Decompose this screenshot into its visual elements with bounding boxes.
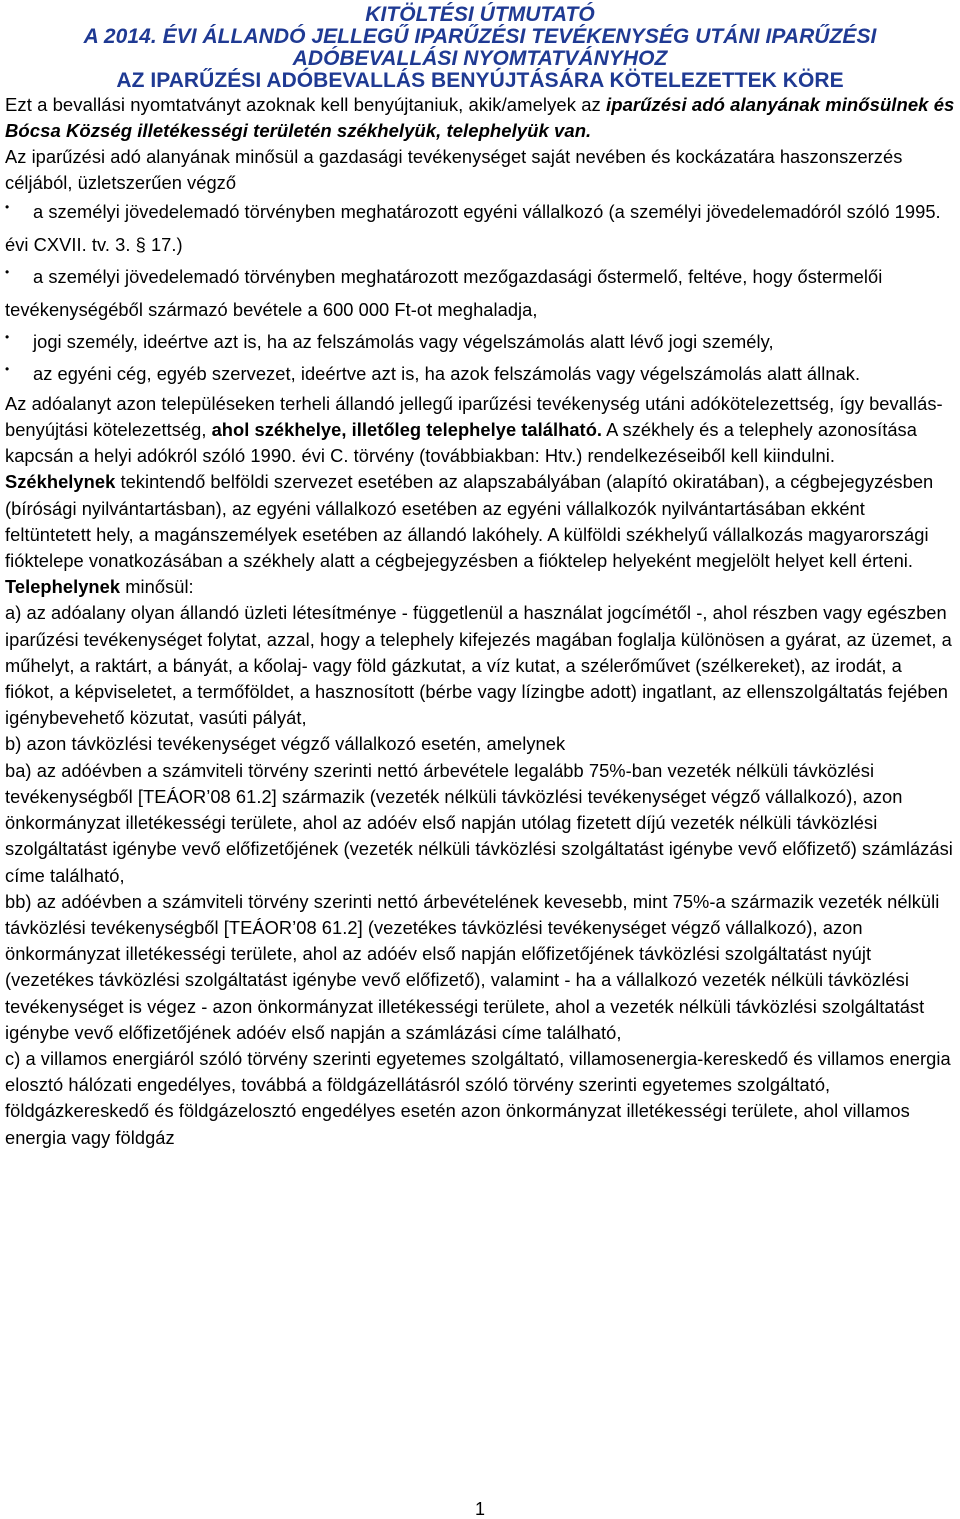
list-item-text: a személyi jövedelemadó törvényben meghatározott mezőgazdasági őstermelő, feltéve, hogy őstermelői tevékenységéből származó bevétele a 600 000 Ft-ot meghaladja, [5, 266, 883, 320]
subject-intro: Az iparűzési adó alanyának minősül a gazdasági tevékenységet saját nevében és kockázatára haszonszerzés céljából, üzletszerűen végző [5, 146, 903, 194]
premises-term: Telephelynek [5, 576, 121, 598]
premises-item-c: c) a villamos energiáról szóló törvény szerinti egyetemes szolgáltató, villamosenergia-kereskedő és villamos energia elosztó hálózati engedélyes, továbbá a földgázellátásról szóló törvény szerinti egyetemes szolgáltató, földgázkereskedő és földgázelosztó engedélyes esetén azon önkormányzat illetékességi területe, ahol villamos energia vagy földgáz [5, 1047, 951, 1148]
doc-title-line1: KITÖLTÉSI ÚTMUTATÓ [365, 3, 595, 26]
list-item [5, 196, 955, 261]
intro-text: Ezt a bevallási nyomtatványt azoknak kell benyújtaniuk, akik/amelyek az [5, 94, 607, 115]
subject-bullet-list [5, 196, 955, 390]
obligation-paragraph [5, 391, 955, 470]
premises-item-a: a) az adóalany olyan állandó üzleti létesítménye - függetlenül a használat jogcímétől -, ahol részben vagy egészben iparűzési tevékenységet folytat, azzal, hogy a telephely kifejezés magában foglalja különösen a gyárat, az üzemet, a műhelyt, a raktárt, a bányát, a kőolaj- vagy föld gázkutat, a víz kutat, a szélerőművet (szélkereket), az irodát, a fiókot, a képviseletet, a termőföldet, a hasznosított (bérbe vagy lízingbe adott) ingatlant, az ellenszolgáltatás fejében igénybevehető közutat, vasúti pályát, [5, 602, 952, 729]
doc-title-line2: A 2014. ÉVI ÁLLANDÓ JELLEGŰ IPARŰZÉSI TEVÉKENYSÉG UTÁNI IPARŰZÉSI ADÓBEVALLÁSI NYOMTATVÁNYHOZ [83, 25, 877, 70]
obligation-text: Az adóalanyt azon településeken terheli állandó jellegű iparűzési tevékenység utáni adókötelezettség, így bevallás-benyújtási kötelezettség, [5, 392, 943, 441]
obligation-text-2: A székhely és a telephely azonosítása kapcsán a helyi adókról szóló 1990. évi C. törvény (továbbiakban: Htv.) rendelkezéseiből kell kiindulni. [5, 419, 917, 467]
seat-term: Székhelynek [5, 471, 116, 493]
list-item-text: jogi személy, ideértve azt is, ha az felszámolás vagy végelszámolás alatt lévő jogi személy, [33, 331, 774, 353]
intro-paragraph [5, 92, 955, 144]
seat-paragraph [5, 469, 955, 574]
premises-heading-text: minősül: [120, 576, 194, 598]
bullet-icon: • [5, 200, 10, 215]
premises-item-bb: bb) az adóévben a számviteli törvény szerinti nettó árbevételének kevesebb, mint 75%-a származik vezeték nélküli távközlési tevékenységből [TEÁOR’08 61.2] (vezetékes távközlési tevékenységet végző vállalkozó), azon önkormányzat illetékességi területe, ahol az adóév első napján előfizetőjének távközlési szolgáltatást nyújt (vezetékes távközlési szolgáltatást igénybe vevő előfizető), valamint - ha a vállalkozó vezeték nélküli távközlési tevékenységet is végez - azon önkormányzat illetékességi területe, ahol a vezeték nélküli távközlési szolgáltatást igénybe vevő előfizetőjének adóév első napján a számlázási címe található, [5, 890, 940, 1043]
list-item [5, 261, 955, 326]
bullet-icon: • [5, 362, 10, 377]
premises-item-b: b) azon távközlési tevékenységet végző vállalkozó esetén, amelynek [5, 733, 566, 755]
document-page [5, 4, 955, 1151]
page-number: 1 [474, 1499, 485, 1519]
list-item [5, 358, 955, 390]
obligation-bold-text: ahol székhelye, illetőleg telephelye található. [211, 419, 603, 441]
list-item-text: az egyéni cég, egyéb szervezet, ideértve azt is, ha azok felszámolás vagy végelszámolás alatt állnak. [33, 363, 861, 385]
premises-heading [5, 574, 955, 600]
bullet-icon: • [5, 265, 10, 280]
list-item-text: a személyi jövedelemadó törvényben meghatározott egyéni vállalkozó (a személyi jövedelemadóról szóló 1995. évi CXVII. tv. 3. § 17.) [5, 201, 941, 255]
premises-item-ba: ba) az adóévben a számviteli törvény szerinti nettó árbevétele legalább 75%-ban vezeték nélküli távközlési tevékenységből [TEÁOR’08 61.2] származik (vezeték nélküli távközlési tevékenységet végző vállalkozó), azon önkormányzat illetékességi területe, ahol az adóév első napján utólag fizetett díjú vezeték nélküli távközlési szolgáltatást igénybe vevő előfizetőjének (vezeték nélküli távközlési szolgáltatást igénybe vevő előfizető) számlázási címe található, [5, 759, 953, 886]
intro-bold-text: iparűzési adó alanyának minősülnek és Bócsa Község illetékességi területén székhelyük, telephelyük van. [5, 94, 955, 141]
list-item [5, 326, 955, 358]
bullet-icon: • [5, 330, 10, 345]
section-heading: AZ IPARŰZÉSI ADÓBEVALLÁS BENYÚJTÁSÁRA KÖTELEZETTEK KÖRE [116, 69, 844, 92]
seat-definition: tekintendő belföldi szervezet esetében az alapszabályában (alapító okiratában), a cégbejegyzésben (bírósági nyilvántartásban), az egyéni vállalkozó esetében az egyéni vállalkozók nyilvántartásában ekként feltüntetett hely, a magánszemélyek esetében az állandó lakóhely. A külföldi székhelyű vállalkozás magyarországi fióktelepe vonatkozásában a székhely alatt a cégbejegyzésben a fióktelep helyeként megjelölt helyet kell érteni. [5, 471, 934, 572]
